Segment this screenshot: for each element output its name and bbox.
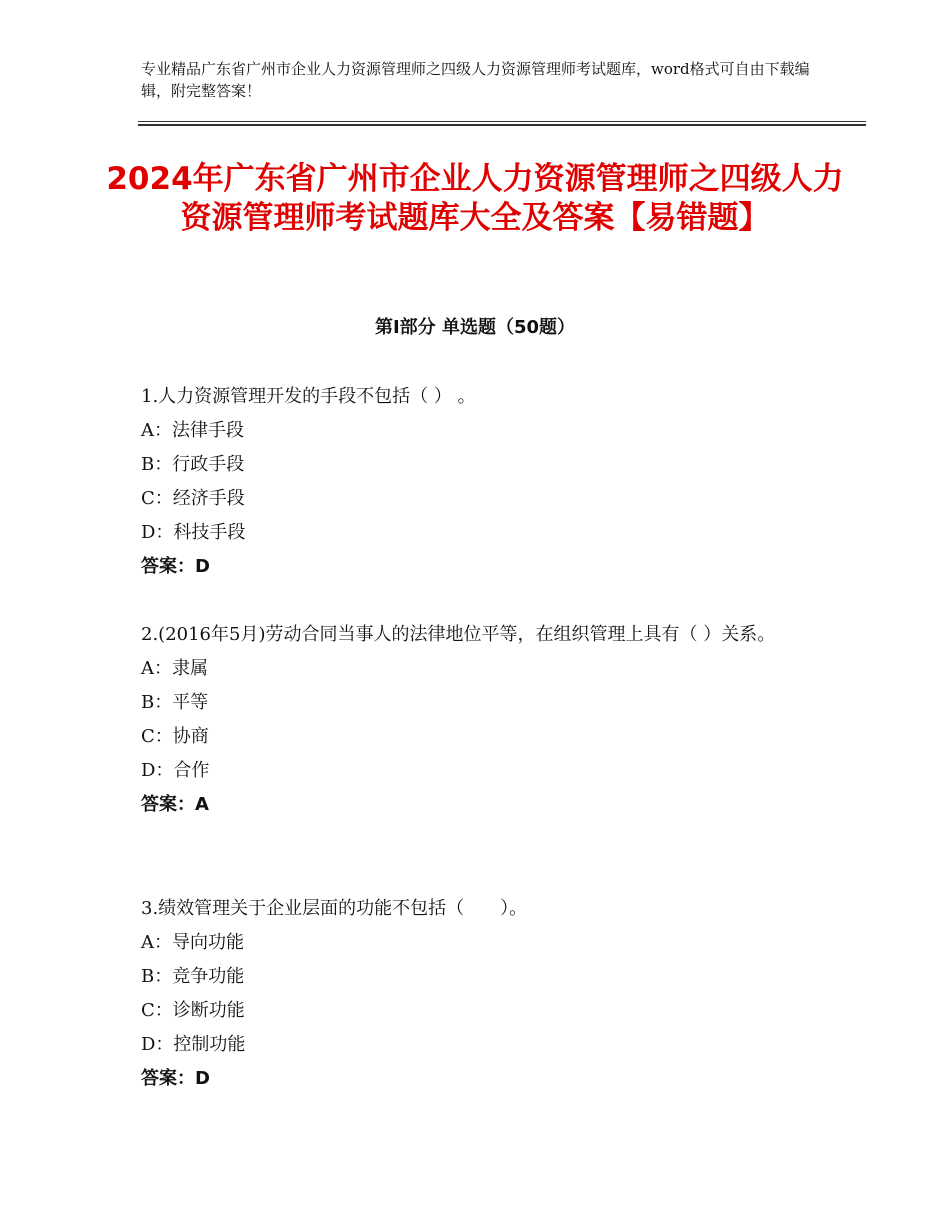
header-rule-thin xyxy=(138,121,866,122)
answer: 答案：D xyxy=(141,556,210,577)
section-title: 第Ⅰ部分 单选题（50题） xyxy=(374,317,575,338)
option-c: C：经济手段 xyxy=(141,488,245,509)
option-d: D：科技手段 xyxy=(141,522,246,543)
option-a: A：隶属 xyxy=(141,658,208,679)
answer: 答案：A xyxy=(141,794,209,815)
question-3 xyxy=(141,892,831,1096)
option-d: D：合作 xyxy=(141,760,210,781)
answer: 答案：D xyxy=(141,1068,210,1089)
option-c: C：协商 xyxy=(141,726,209,747)
question-1 xyxy=(141,380,831,584)
option-c: C：诊断功能 xyxy=(141,1000,245,1021)
option-a: A：导向功能 xyxy=(141,932,244,953)
header-rule-thick xyxy=(138,124,866,126)
question-stem: 1.人力资源管理开发的手段不包括（ ） 。 xyxy=(141,386,476,407)
question-stem: 2.(2016年5月)劳动合同当事人的法律地位平等，在组织管理上具有（ ）关系。 xyxy=(141,624,776,645)
option-b: B：行政手段 xyxy=(141,454,245,475)
header-note: 专业精品广东省广州市企业人力资源管理师之四级人力资源管理师考试题库，word格式可自由下载编辑，附完整答案！ xyxy=(141,60,810,100)
option-a: A：法律手段 xyxy=(141,420,244,441)
question-stem: 3.绩效管理关于企业层面的功能不包括（ ）。 xyxy=(141,898,528,919)
option-b: B：竞争功能 xyxy=(141,966,245,987)
question-2 xyxy=(141,618,831,822)
document-title: 2024年广东省广州市企业人力资源管理师之四级人力资源管理师考试题库大全及答案【易错题】 xyxy=(106,161,844,236)
option-d: D：控制功能 xyxy=(141,1034,246,1055)
option-b: B：平等 xyxy=(141,692,209,713)
